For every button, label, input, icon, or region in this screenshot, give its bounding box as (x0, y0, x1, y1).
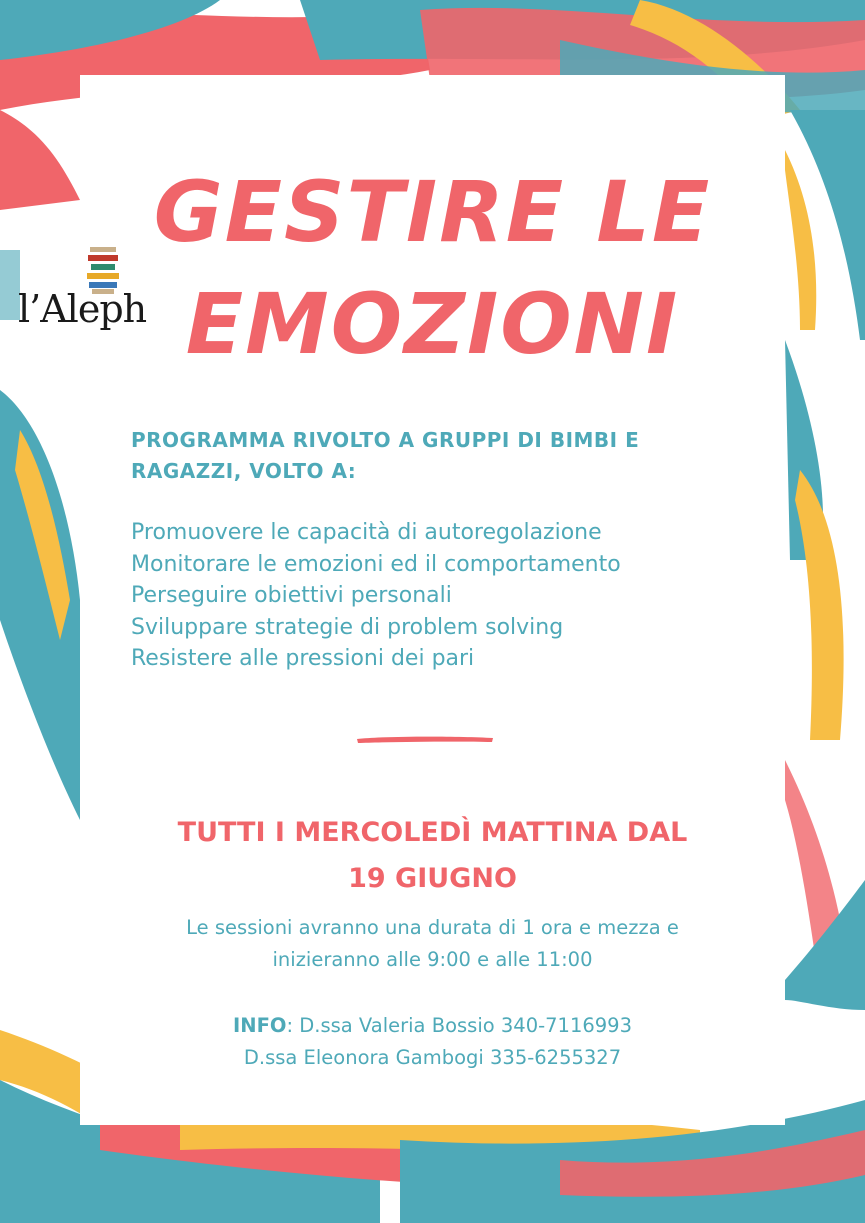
sessions-line-1: Le sessioni avranno una durata di 1 ora e mezza e (186, 916, 679, 939)
program-intro: PROGRAMMA RIVOLTO A GRUPPI DI BIMBI E RAGAZZI, VOLTO A: (131, 428, 640, 483)
title-line-2: EMOZIONI (185, 275, 680, 373)
list-item: Monitorare le emozioni ed il comportamento (131, 551, 621, 577)
divider (355, 734, 495, 744)
goals-list (131, 517, 621, 675)
contact-1: : D.ssa Valeria Bossio 340-7116993 (286, 1014, 632, 1037)
schedule-line-2: 19 GIUGNO (348, 863, 517, 894)
logo-text: l’Aleph (18, 287, 147, 331)
schedule (80, 810, 785, 902)
contact-line-1 (80, 1010, 785, 1042)
list-item: Sviluppare strategie di problem solving (131, 614, 564, 640)
contact-info (80, 1010, 785, 1074)
schedule-line-1: TUTTI I MERCOLEDÌ MATTINA DAL (177, 817, 688, 848)
list-item: Promuovere le capacità di autoregolazione (131, 520, 602, 545)
list-item: Perseguire obiettivi personali (131, 583, 452, 608)
sessions-line-2: inizieranno alle 9:00 e alle 11:00 (272, 948, 593, 971)
sessions-info (80, 912, 785, 976)
contact-line-2: D.ssa Eleonora Gambogi 335-6255327 (243, 1046, 622, 1069)
title-line-1: GESTIRE LE (153, 163, 712, 261)
info-label: INFO (233, 1014, 287, 1037)
list-item: Resistere alle pressioni dei pari (131, 646, 475, 671)
